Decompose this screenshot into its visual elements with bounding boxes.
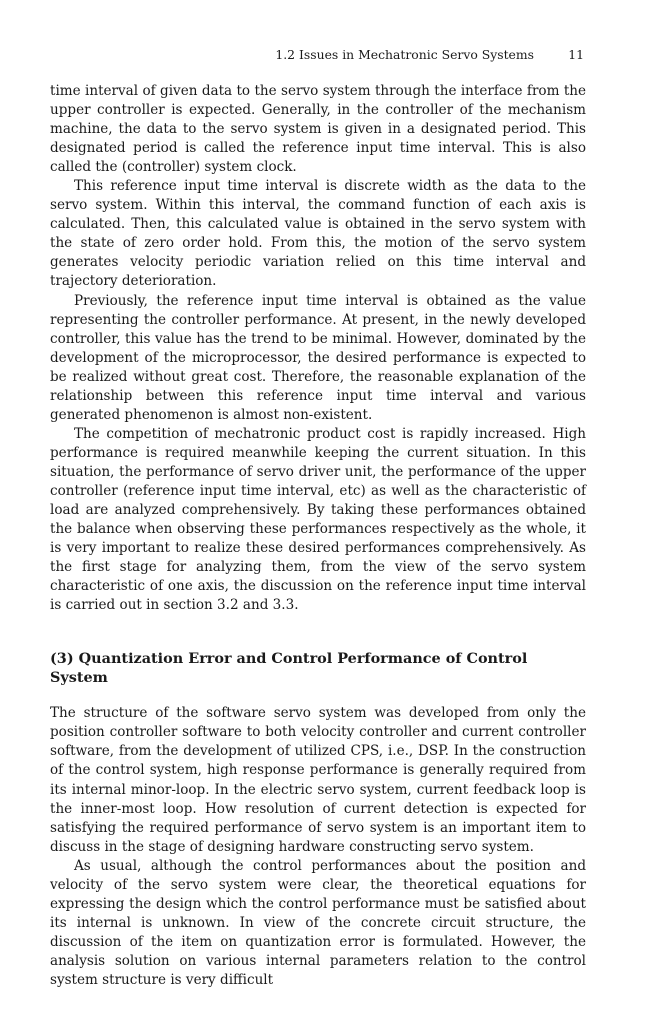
paragraph-quantization-error: As usual, although the control performances about the position and velocity of the servo system were clear, the theoretical equations for expressing the design which the control performance must be satisfied about its internal is unknown. In view of the concrete circuit structure, the discussion of the item on quantization error is formulated. However, the analysis solution on various internal parameters relation to the control system structure is very difficult bbox=[50, 857, 586, 988]
paragraph-software-servo-structure: The structure of the software servo system was developed from only the position controller software to both velocity controller and current controller software, from the development of utilized CPS, i.e., DSP. In the construction of the control system, high response performance is generally required from its internal minor-loop. In the electric servo system, current feedback loop is the inner-most loop. How resolution of current detection is expected for satisfying the required performance of servo system is an important item to discuss in the stage of designing hardware constructing servo system. bbox=[50, 705, 586, 855]
paragraph-reference-input-interval: This reference input time interval is discrete width as the data to the servo system. Within this interval, the command function of each axis is calculated. Then, this calculated value is obtained in the servo system with the state of zero order hold. From this, the motion of the servo system generates velocity periodic variation relied on this time interval and trajectory deterioration. bbox=[50, 178, 586, 290]
paragraph-controller-performance: Previously, the reference input time interval is obtained as the value representing the controller performance. At present, in the newly developed controller, this value has the trend to be minimal. However, dominated by the development of the microprocessor, the desired performance is expected to be realized without great cost. Therefore, the reasonable explanation of the relationship between this reference input time interval and various generated phenomenon is almost non-existent. bbox=[50, 292, 586, 423]
paragraph-continued: time interval of given data to the servo system through the interface from the upper controller is expected. Generally, in the controller of the mechanism machine, the data to the servo system is given in a designated period. This designated period is called the reference input time interval. This is also called the (controller) system clock. bbox=[50, 83, 586, 176]
page-number: 11 bbox=[568, 47, 584, 62]
body-text bbox=[50, 82, 586, 990]
paragraph-product-cost: The competition of mechatronic product cost is rapidly increased. High performance is required meanwhile keeping the current situation. In this situation, the performance of servo driver unit, the performance of the upper controller (reference input time interval, etc) as well as the characteristic of load are analyzed comprehensively. By taking these performances obtained the balance when observing these performances respectively as the whole, it is very important to realize these desired performances comprehensively. As the first stage for analyzing them, from the view of the servo system characteristic of one axis, the discussion on the reference input time interval is carried out in section 3.2 and 3.3. bbox=[50, 425, 586, 614]
running-head-section-title: 1.2 Issues in Mechatronic Servo Systems bbox=[275, 47, 534, 62]
subsection-heading: (3) Quantization Error and Control Performance of Control System bbox=[50, 650, 528, 687]
